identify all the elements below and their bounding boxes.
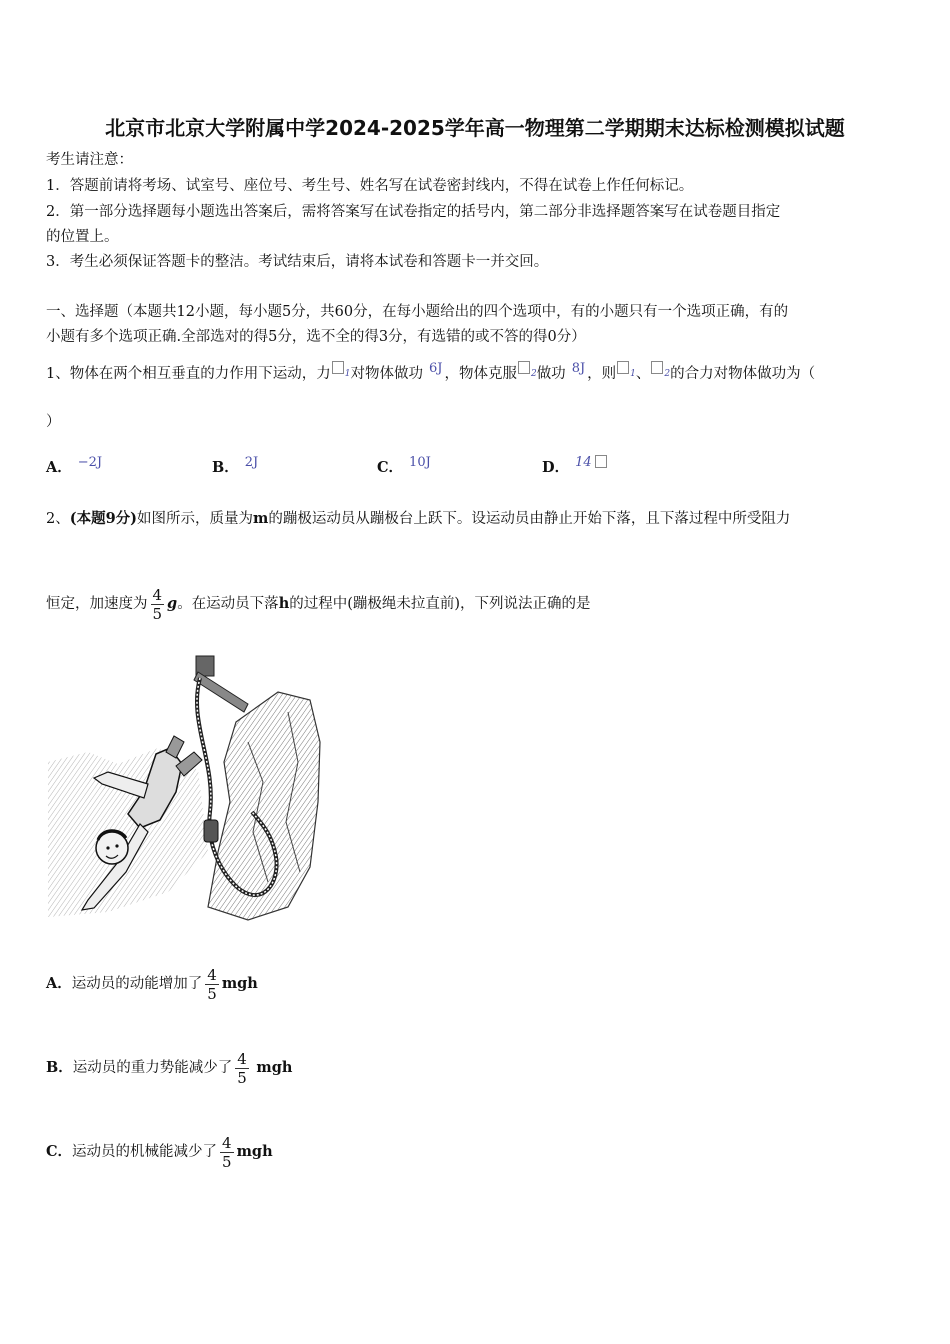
option-text: 运动员的重力势能减少了 <box>72 1060 233 1076</box>
option-tail: mgh <box>236 1143 273 1160</box>
force-symbol <box>332 361 344 374</box>
fraction-denominator: 5 <box>237 1068 247 1087</box>
option-value: 2J <box>244 455 259 470</box>
option-tail: mgh <box>256 1059 293 1076</box>
fraction-numerator: 4 <box>237 1049 247 1068</box>
option-value: 14 <box>575 455 592 470</box>
q1-option-c[interactable] <box>377 455 433 479</box>
q1-work-1: 6J <box>428 361 443 376</box>
bungee-jumper-illustration <box>48 652 330 928</box>
q2-gravity: g <box>167 595 178 612</box>
option-text: 运动员的动能增加了 <box>71 976 203 992</box>
section-1-heading-cont: 小题有多个选项正确.全部选对的得5分，选不全的得3分，有选错的或不答的得0分） <box>46 329 586 345</box>
fraction-denominator: 5 <box>207 984 217 1003</box>
q2-number: 2、 <box>46 511 70 527</box>
fraction-numerator: 4 <box>152 585 163 604</box>
fraction-denominator: 5 <box>152 604 163 623</box>
q2-text-3: 恒定，加速度为 <box>46 596 148 612</box>
q2-score: (本题9分) <box>69 510 138 527</box>
q2-text-2: 的蹦极运动员从蹦极台上跃下。设运动员由静止开始下落，且下落过程中所受阻力 <box>268 511 791 527</box>
fraction-numerator: 4 <box>222 1133 232 1152</box>
option-label: A． <box>46 459 72 476</box>
question-2-stem <box>46 509 790 529</box>
q2-option-a[interactable] <box>46 962 258 1006</box>
q1-sub-1: 1 <box>344 369 351 379</box>
option-label: D． <box>542 459 570 476</box>
missing-glyph <box>595 455 607 468</box>
option-tail: mgh <box>221 975 258 992</box>
q2-text-1: 如图所示，质量为 <box>137 511 254 527</box>
option-label: B． <box>212 459 239 476</box>
notice-item-2: 2．第一部分选择题每小题选出答案后，需将答案写在试卷指定的括号内，第二部分非选择题答案写在试卷题目指定 <box>46 204 781 220</box>
q2-mass: m <box>253 510 269 527</box>
option-label: A． <box>46 975 72 992</box>
fraction <box>151 586 165 623</box>
q2-text-4: 。在运动员下落 <box>177 596 279 612</box>
fraction <box>235 1050 249 1087</box>
notice-heading: 考生请注意： <box>46 152 133 168</box>
option-label: C． <box>46 1143 73 1160</box>
q1-sub-4: 2 <box>664 369 671 379</box>
notice-item-3: 3．考生必须保证答题卡的整洁。考试结束后，请将本试卷和答题卡一并交回。 <box>46 254 549 270</box>
option-label: C． <box>377 459 404 476</box>
q1-text-3: ，物体克服 <box>444 366 517 382</box>
fraction-denominator: 5 <box>222 1152 232 1171</box>
q2-option-b[interactable] <box>46 1046 292 1090</box>
force-symbol <box>518 361 530 374</box>
q1-text-7: 的合力对物体做功为（ <box>670 366 816 382</box>
q1-text-2: 对物体做功 <box>350 366 423 382</box>
option-label: B． <box>46 1059 73 1076</box>
q2-text-5: 的过程中(蹦极绳未拉直前)，下列说法正确的是 <box>289 596 591 612</box>
q1-sub-2: 2 <box>530 369 537 379</box>
fraction <box>220 1134 234 1171</box>
page-title: 北京市北京大学附属中学2024-2025学年高一物理第二学期期末达标检测模拟试题 <box>105 116 845 140</box>
q1-sub-3: 1 <box>630 369 636 379</box>
q2-option-c[interactable] <box>46 1130 273 1174</box>
q1-text-1: 1、物体在两个相互垂直的力作用下运动，力 <box>46 366 331 382</box>
q1-text-6: 、 <box>635 366 651 382</box>
question-2-stem-cont <box>46 584 591 624</box>
fraction-numerator: 4 <box>207 965 217 984</box>
option-value: −2J <box>77 455 103 470</box>
notice-item-2-cont: 的位置上。 <box>46 229 119 245</box>
q1-text-4: 做功 <box>536 366 566 382</box>
question-1-close: ） <box>46 414 61 430</box>
question-1-stem <box>46 361 816 386</box>
option-value: 10J <box>409 455 431 470</box>
q1-option-a[interactable] <box>46 455 104 479</box>
notice-item-1: 1．答题前请将考场、试室号、座位号、考生号、姓名写在试卷密封线内，不得在试卷上作任何标记。 <box>46 178 694 194</box>
force-symbol <box>617 361 629 374</box>
fraction <box>205 966 219 1003</box>
q1-text-5: ，则 <box>587 366 617 382</box>
cliff-shape <box>208 692 320 920</box>
q1-work-2: 8J <box>571 361 586 376</box>
force-symbol <box>651 361 663 374</box>
cord-clip <box>204 820 218 842</box>
platform-arm <box>194 672 248 712</box>
q1-option-d[interactable] <box>542 455 608 479</box>
option-text: 运动员的机械能减少了 <box>72 1144 218 1160</box>
section-1-heading: 一、选择题（本题共12小题，每小题5分，共60分，在每小题给出的四个选项中，有的小题只有一个选项正确，有的 <box>46 304 789 320</box>
q2-height: h <box>278 595 290 612</box>
q1-option-b[interactable] <box>212 455 260 479</box>
